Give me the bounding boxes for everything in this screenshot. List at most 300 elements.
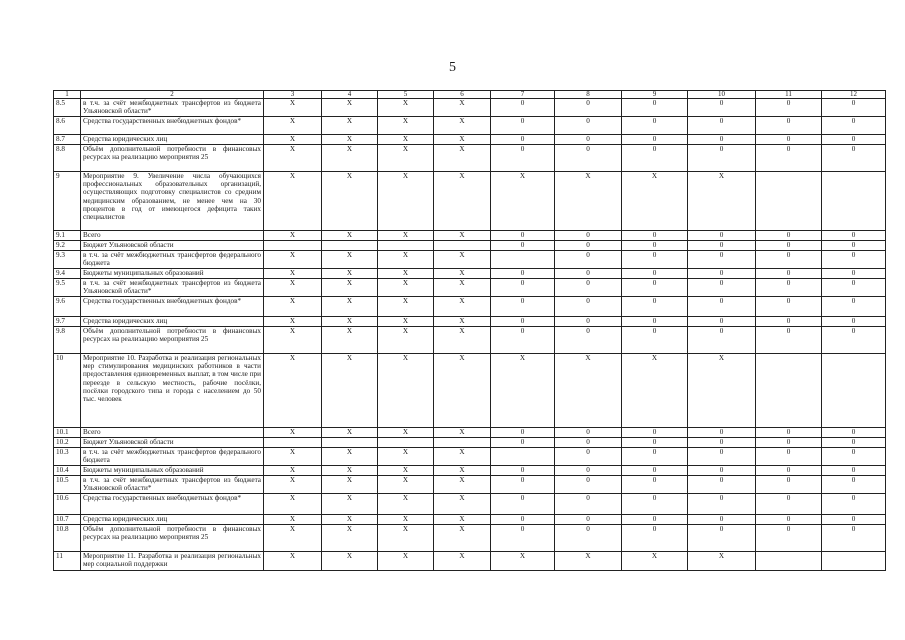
- value-cell: X: [322, 494, 378, 515]
- value-cell: 0: [622, 327, 688, 354]
- row-number: 10.3: [54, 448, 81, 466]
- value-cell: 0: [688, 279, 756, 297]
- value-cell: X: [688, 354, 756, 428]
- value-cell: X: [434, 428, 491, 438]
- value-cell: 0: [491, 135, 555, 145]
- value-cell: 0: [688, 448, 756, 466]
- value-cell: X: [378, 494, 434, 515]
- value-cell: X: [264, 327, 322, 354]
- page-number: 5: [449, 60, 456, 75]
- value-cell: 0: [555, 428, 622, 438]
- value-cell: X: [688, 552, 756, 571]
- value-cell: X: [322, 354, 378, 428]
- value-cell: 0: [822, 135, 886, 145]
- row-number: 9.5: [54, 279, 81, 297]
- value-cell: 0: [491, 145, 555, 172]
- value-cell: X: [322, 317, 378, 327]
- value-cell: 0: [622, 466, 688, 476]
- value-cell: 0: [756, 117, 822, 135]
- value-cell: X: [264, 172, 322, 231]
- value-cell: 0: [756, 428, 822, 438]
- value-cell: 0: [688, 428, 756, 438]
- value-cell: X: [378, 172, 434, 231]
- value-cell: X: [264, 269, 322, 279]
- row-description: Мероприятие 10. Разработка и реализация региональных мер стимулирования медицинских работников в части предоставления единовременных выплат, в том числе при переезде в сельскую местность, рабочие посёлки, посёлки городского типа и города с населением до 50 тыс. человек: [81, 354, 264, 428]
- value-cell: X: [322, 466, 378, 476]
- row-number: 9: [54, 172, 81, 231]
- value-cell: 0: [822, 476, 886, 494]
- value-cell: 0: [491, 525, 555, 552]
- value-cell: [264, 241, 322, 251]
- value-cell: 0: [555, 297, 622, 317]
- value-cell: 0: [822, 279, 886, 297]
- value-cell: X: [264, 279, 322, 297]
- value-cell: X: [434, 251, 491, 269]
- value-cell: 0: [622, 297, 688, 317]
- value-cell: [756, 552, 822, 571]
- value-cell: X: [322, 231, 378, 241]
- row-number: 10.4: [54, 466, 81, 476]
- value-cell: X: [264, 117, 322, 135]
- header-cell: 7: [491, 91, 555, 99]
- value-cell: X: [322, 172, 378, 231]
- value-cell: X: [434, 135, 491, 145]
- value-cell: X: [378, 515, 434, 525]
- table-row: [54, 515, 886, 525]
- value-cell: X: [434, 117, 491, 135]
- value-cell: [756, 172, 822, 231]
- value-cell: 0: [622, 494, 688, 515]
- row-description: в т.ч. за счёт межбюджетных трансфертов из бюджета Ульяновской области*: [81, 476, 264, 494]
- value-cell: X: [434, 354, 491, 428]
- value-cell: X: [378, 525, 434, 552]
- value-cell: X: [264, 448, 322, 466]
- value-cell: 0: [756, 231, 822, 241]
- row-number: 10.6: [54, 494, 81, 515]
- row-number: 10: [54, 354, 81, 428]
- table-row: [54, 145, 886, 172]
- value-cell: 0: [622, 251, 688, 269]
- row-description: Объём дополнительной потребности в финансовых ресурсах на реализацию мероприятия 25: [81, 525, 264, 552]
- row-number: 10.2: [54, 438, 81, 448]
- value-cell: 0: [491, 515, 555, 525]
- value-cell: X: [434, 269, 491, 279]
- row-description: Всего: [81, 428, 264, 438]
- value-cell: X: [322, 99, 378, 117]
- value-cell: X: [378, 476, 434, 494]
- table-row: [54, 354, 886, 428]
- value-cell: 0: [688, 317, 756, 327]
- value-cell: 0: [822, 327, 886, 354]
- value-cell: X: [264, 466, 322, 476]
- value-cell: 0: [555, 251, 622, 269]
- value-cell: X: [434, 552, 491, 571]
- value-cell: 0: [822, 448, 886, 466]
- value-cell: X: [688, 172, 756, 231]
- row-description: Средства юридических лиц: [81, 135, 264, 145]
- row-description: Средства юридических лиц: [81, 317, 264, 327]
- value-cell: X: [264, 231, 322, 241]
- value-cell: 0: [688, 466, 756, 476]
- row-description: Объём дополнительной потребности в финансовых ресурсах на реализацию мероприятия 25: [81, 327, 264, 354]
- value-cell: [322, 241, 378, 251]
- value-cell: 0: [622, 117, 688, 135]
- header-row: [54, 91, 886, 99]
- value-cell: 0: [491, 241, 555, 251]
- value-cell: 0: [622, 99, 688, 117]
- value-cell: 0: [622, 438, 688, 448]
- table-row: [54, 135, 886, 145]
- row-description: Бюджеты муниципальных образований: [81, 269, 264, 279]
- value-cell: 0: [622, 448, 688, 466]
- value-cell: X: [378, 297, 434, 317]
- value-cell: 0: [688, 515, 756, 525]
- value-cell: 0: [756, 317, 822, 327]
- row-description: Средства государственных внебюджетных фондов*: [81, 297, 264, 317]
- value-cell: 0: [822, 145, 886, 172]
- value-cell: 0: [756, 269, 822, 279]
- value-cell: [822, 552, 886, 571]
- budget-table: [53, 90, 886, 571]
- value-cell: 0: [622, 241, 688, 251]
- value-cell: X: [491, 552, 555, 571]
- row-description: Средства государственных внебюджетных фондов*: [81, 117, 264, 135]
- row-number: 10.8: [54, 525, 81, 552]
- row-number: 9.8: [54, 327, 81, 354]
- value-cell: X: [264, 251, 322, 269]
- value-cell: X: [378, 279, 434, 297]
- value-cell: X: [378, 327, 434, 354]
- value-cell: 0: [688, 327, 756, 354]
- row-number: 8.7: [54, 135, 81, 145]
- value-cell: 0: [555, 269, 622, 279]
- value-cell: 0: [822, 231, 886, 241]
- value-cell: 0: [688, 438, 756, 448]
- value-cell: 0: [756, 241, 822, 251]
- value-cell: 0: [822, 117, 886, 135]
- value-cell: 0: [622, 317, 688, 327]
- value-cell: 0: [822, 466, 886, 476]
- value-cell: X: [264, 476, 322, 494]
- row-description: в т.ч. за счёт межбюджетных трансфертов федерального бюджета: [81, 251, 264, 269]
- row-number: 8.6: [54, 117, 81, 135]
- header-cell: 3: [264, 91, 322, 99]
- value-cell: X: [622, 552, 688, 571]
- value-cell: X: [322, 269, 378, 279]
- table-row: [54, 297, 886, 317]
- value-cell: 0: [688, 525, 756, 552]
- value-cell: 0: [688, 494, 756, 515]
- value-cell: [491, 251, 555, 269]
- value-cell: X: [434, 317, 491, 327]
- value-cell: X: [434, 172, 491, 231]
- value-cell: 0: [756, 251, 822, 269]
- row-description: Мероприятие 11. Разработка и реализация региональных мер социальной поддержки: [81, 552, 264, 571]
- table-row: [54, 172, 886, 231]
- value-cell: X: [322, 428, 378, 438]
- value-cell: [322, 438, 378, 448]
- value-cell: X: [264, 297, 322, 317]
- value-cell: 0: [822, 241, 886, 251]
- value-cell: X: [434, 466, 491, 476]
- table-body: [54, 91, 886, 571]
- row-description: Средства государственных внебюджетных фондов*: [81, 494, 264, 515]
- value-cell: X: [378, 99, 434, 117]
- value-cell: X: [322, 279, 378, 297]
- value-cell: 0: [822, 428, 886, 438]
- value-cell: 0: [491, 317, 555, 327]
- table-row: [54, 525, 886, 552]
- value-cell: 0: [822, 269, 886, 279]
- value-cell: 0: [822, 317, 886, 327]
- header-cell: 10: [688, 91, 756, 99]
- row-number: 9.6: [54, 297, 81, 317]
- value-cell: 0: [491, 279, 555, 297]
- value-cell: 0: [756, 297, 822, 317]
- header-cell: 2: [81, 91, 264, 99]
- value-cell: 0: [491, 327, 555, 354]
- value-cell: X: [555, 552, 622, 571]
- value-cell: X: [322, 476, 378, 494]
- value-cell: 0: [688, 117, 756, 135]
- row-description: Бюджет Ульяновской области: [81, 438, 264, 448]
- value-cell: 0: [822, 438, 886, 448]
- table-row: [54, 231, 886, 241]
- row-number: 9.7: [54, 317, 81, 327]
- value-cell: 0: [688, 251, 756, 269]
- value-cell: X: [378, 145, 434, 172]
- value-cell: X: [264, 145, 322, 172]
- value-cell: X: [434, 145, 491, 172]
- value-cell: 0: [555, 145, 622, 172]
- value-cell: 0: [555, 317, 622, 327]
- table-row: [54, 99, 886, 117]
- value-cell: 0: [822, 251, 886, 269]
- value-cell: X: [434, 525, 491, 552]
- value-cell: X: [378, 428, 434, 438]
- value-cell: 0: [688, 99, 756, 117]
- value-cell: 0: [555, 135, 622, 145]
- table-row: [54, 476, 886, 494]
- value-cell: 0: [688, 231, 756, 241]
- header-cell: 11: [756, 91, 822, 99]
- value-cell: 0: [756, 327, 822, 354]
- value-cell: 0: [756, 466, 822, 476]
- row-number: 9.3: [54, 251, 81, 269]
- value-cell: 0: [491, 269, 555, 279]
- value-cell: 0: [491, 494, 555, 515]
- value-cell: X: [378, 117, 434, 135]
- value-cell: [264, 438, 322, 448]
- value-cell: 0: [491, 438, 555, 448]
- value-cell: 0: [756, 279, 822, 297]
- row-number: 9.2: [54, 241, 81, 251]
- row-description: в т.ч. за счёт межбюджетных трансфертов из бюджета Ульяновской области*: [81, 99, 264, 117]
- value-cell: 0: [491, 428, 555, 438]
- value-cell: 0: [555, 448, 622, 466]
- value-cell: 0: [555, 476, 622, 494]
- table-row: [54, 279, 886, 297]
- value-cell: X: [264, 525, 322, 552]
- value-cell: 0: [756, 476, 822, 494]
- value-cell: 0: [555, 231, 622, 241]
- table-row: [54, 552, 886, 571]
- value-cell: [822, 354, 886, 428]
- value-cell: X: [322, 448, 378, 466]
- value-cell: 0: [555, 327, 622, 354]
- row-number: 9.4: [54, 269, 81, 279]
- value-cell: X: [264, 552, 322, 571]
- value-cell: 0: [555, 279, 622, 297]
- row-number: 9.1: [54, 231, 81, 241]
- value-cell: X: [555, 354, 622, 428]
- value-cell: 0: [622, 145, 688, 172]
- value-cell: X: [264, 494, 322, 515]
- value-cell: X: [378, 354, 434, 428]
- value-cell: 0: [756, 135, 822, 145]
- value-cell: 0: [491, 117, 555, 135]
- value-cell: 0: [756, 145, 822, 172]
- value-cell: 0: [688, 476, 756, 494]
- value-cell: X: [434, 279, 491, 297]
- value-cell: X: [434, 99, 491, 117]
- value-cell: 0: [822, 515, 886, 525]
- value-cell: 0: [688, 135, 756, 145]
- value-cell: X: [378, 251, 434, 269]
- header-cell: 1: [54, 91, 81, 99]
- row-number: 10.1: [54, 428, 81, 438]
- value-cell: X: [434, 494, 491, 515]
- value-cell: X: [322, 251, 378, 269]
- value-cell: X: [378, 466, 434, 476]
- value-cell: 0: [688, 297, 756, 317]
- table-row: [54, 327, 886, 354]
- value-cell: [378, 438, 434, 448]
- value-cell: 0: [622, 515, 688, 525]
- value-cell: X: [378, 269, 434, 279]
- value-cell: X: [378, 231, 434, 241]
- header-cell: 9: [622, 91, 688, 99]
- value-cell: 0: [491, 466, 555, 476]
- table-row: [54, 117, 886, 135]
- value-cell: 0: [822, 525, 886, 552]
- value-cell: X: [434, 297, 491, 317]
- value-cell: 0: [756, 448, 822, 466]
- value-cell: X: [622, 354, 688, 428]
- table-row: [54, 448, 886, 466]
- table-row: [54, 438, 886, 448]
- value-cell: 0: [555, 117, 622, 135]
- value-cell: 0: [622, 428, 688, 438]
- value-cell: X: [322, 297, 378, 317]
- value-cell: X: [264, 135, 322, 145]
- table-row: [54, 494, 886, 515]
- value-cell: 0: [555, 99, 622, 117]
- value-cell: 0: [622, 269, 688, 279]
- value-cell: X: [434, 231, 491, 241]
- value-cell: 0: [555, 438, 622, 448]
- value-cell: X: [378, 135, 434, 145]
- value-cell: 0: [622, 525, 688, 552]
- value-cell: 0: [688, 145, 756, 172]
- table-row: [54, 241, 886, 251]
- value-cell: 0: [688, 241, 756, 251]
- value-cell: 0: [688, 269, 756, 279]
- table-row: [54, 428, 886, 438]
- value-cell: [378, 241, 434, 251]
- value-cell: X: [264, 354, 322, 428]
- value-cell: X: [378, 552, 434, 571]
- value-cell: 0: [491, 476, 555, 494]
- value-cell: 0: [491, 231, 555, 241]
- row-number: 10.5: [54, 476, 81, 494]
- value-cell: [491, 448, 555, 466]
- header-cell: 8: [555, 91, 622, 99]
- row-description: Средства юридических лиц: [81, 515, 264, 525]
- value-cell: X: [434, 327, 491, 354]
- value-cell: X: [322, 135, 378, 145]
- row-description: Мероприятие 9. Увеличение числа обучающихся профессиональных образовательных организаций, осуществляющих подготовку специалистов со средним медицинским образованием, не менее чем на 30 процентов в год от имеющегося дефицита таких специалистов: [81, 172, 264, 231]
- row-description: Бюджет Ульяновской области: [81, 241, 264, 251]
- value-cell: 0: [822, 297, 886, 317]
- value-cell: 0: [622, 231, 688, 241]
- value-cell: [434, 438, 491, 448]
- value-cell: X: [264, 317, 322, 327]
- value-cell: X: [434, 448, 491, 466]
- value-cell: X: [378, 448, 434, 466]
- row-number: 8.8: [54, 145, 81, 172]
- row-number: 10.7: [54, 515, 81, 525]
- value-cell: 0: [555, 515, 622, 525]
- value-cell: 0: [491, 99, 555, 117]
- value-cell: X: [622, 172, 688, 231]
- value-cell: X: [322, 525, 378, 552]
- header-cell: 6: [434, 91, 491, 99]
- table-row: [54, 466, 886, 476]
- row-description: в т.ч. за счёт межбюджетных трансфертов из бюджета Ульяновской области*: [81, 279, 264, 297]
- value-cell: 0: [756, 515, 822, 525]
- row-description: Объём дополнительной потребности в финансовых ресурсах на реализацию мероприятия 25: [81, 145, 264, 172]
- value-cell: X: [434, 515, 491, 525]
- row-number: 11: [54, 552, 81, 571]
- value-cell: X: [322, 515, 378, 525]
- value-cell: 0: [822, 494, 886, 515]
- table-row: [54, 317, 886, 327]
- value-cell: X: [322, 145, 378, 172]
- value-cell: X: [322, 327, 378, 354]
- value-cell: X: [264, 428, 322, 438]
- value-cell: X: [264, 515, 322, 525]
- row-description: в т.ч. за счёт межбюджетных трансфертов федерального бюджета: [81, 448, 264, 466]
- value-cell: 0: [622, 135, 688, 145]
- value-cell: 0: [622, 476, 688, 494]
- value-cell: 0: [555, 525, 622, 552]
- value-cell: 0: [555, 494, 622, 515]
- value-cell: 0: [555, 241, 622, 251]
- table-row: [54, 269, 886, 279]
- value-cell: 0: [756, 438, 822, 448]
- value-cell: X: [555, 172, 622, 231]
- value-cell: 0: [822, 99, 886, 117]
- value-cell: [822, 172, 886, 231]
- value-cell: [756, 354, 822, 428]
- row-description: Всего: [81, 231, 264, 241]
- value-cell: 0: [756, 494, 822, 515]
- header-cell: 12: [822, 91, 886, 99]
- value-cell: X: [491, 172, 555, 231]
- value-cell: X: [322, 117, 378, 135]
- value-cell: X: [322, 552, 378, 571]
